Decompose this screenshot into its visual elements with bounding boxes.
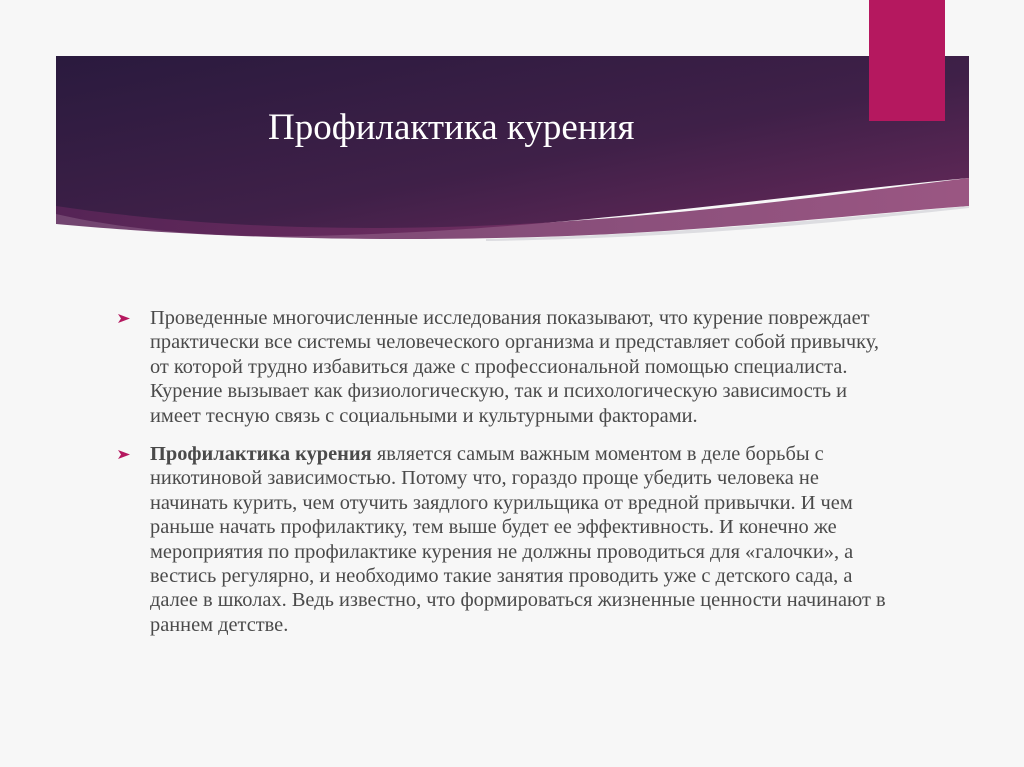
bullet-lead: Профилактика курения bbox=[150, 443, 372, 466]
bullet-text: Проведенные многочисленные исследования показывают, что курение повреждает практически все системы человеческого организма и представляет собой привычку, от которой трудно избавиться даже с профессиональной помощью специалиста. Курение вызывает как физиологическую, так и психологическую зависимость и имеет тесную связь с социальными и культурными факторами. bbox=[150, 307, 879, 427]
slide-title: Профилактика курения bbox=[268, 107, 635, 148]
triangle-arrow-icon bbox=[118, 450, 130, 459]
bullet-item bbox=[118, 306, 888, 428]
slide-content bbox=[118, 306, 888, 651]
bullet-item bbox=[118, 442, 888, 637]
bullet-text: является самым важным моментом в деле борьбы с никотиновой зависимостью. Потому что, гораздо проще убедить человека не начинать курить, чем отучить заядлого курильщика от вредной привычки. И чем раньше начать профилактику, тем выше будет ее эффективность. И конечно же мероприятия по профилактике курения не должны проводиться для «галочки», а вестись регулярно, и необходимо такие занятия проводить уже с детского сада, а далее в школах. Ведь известно, что формироваться жизненные ценности начинают в раннем детстве. bbox=[150, 443, 886, 636]
triangle-arrow-icon bbox=[118, 314, 130, 323]
accent-bar bbox=[869, 0, 945, 121]
